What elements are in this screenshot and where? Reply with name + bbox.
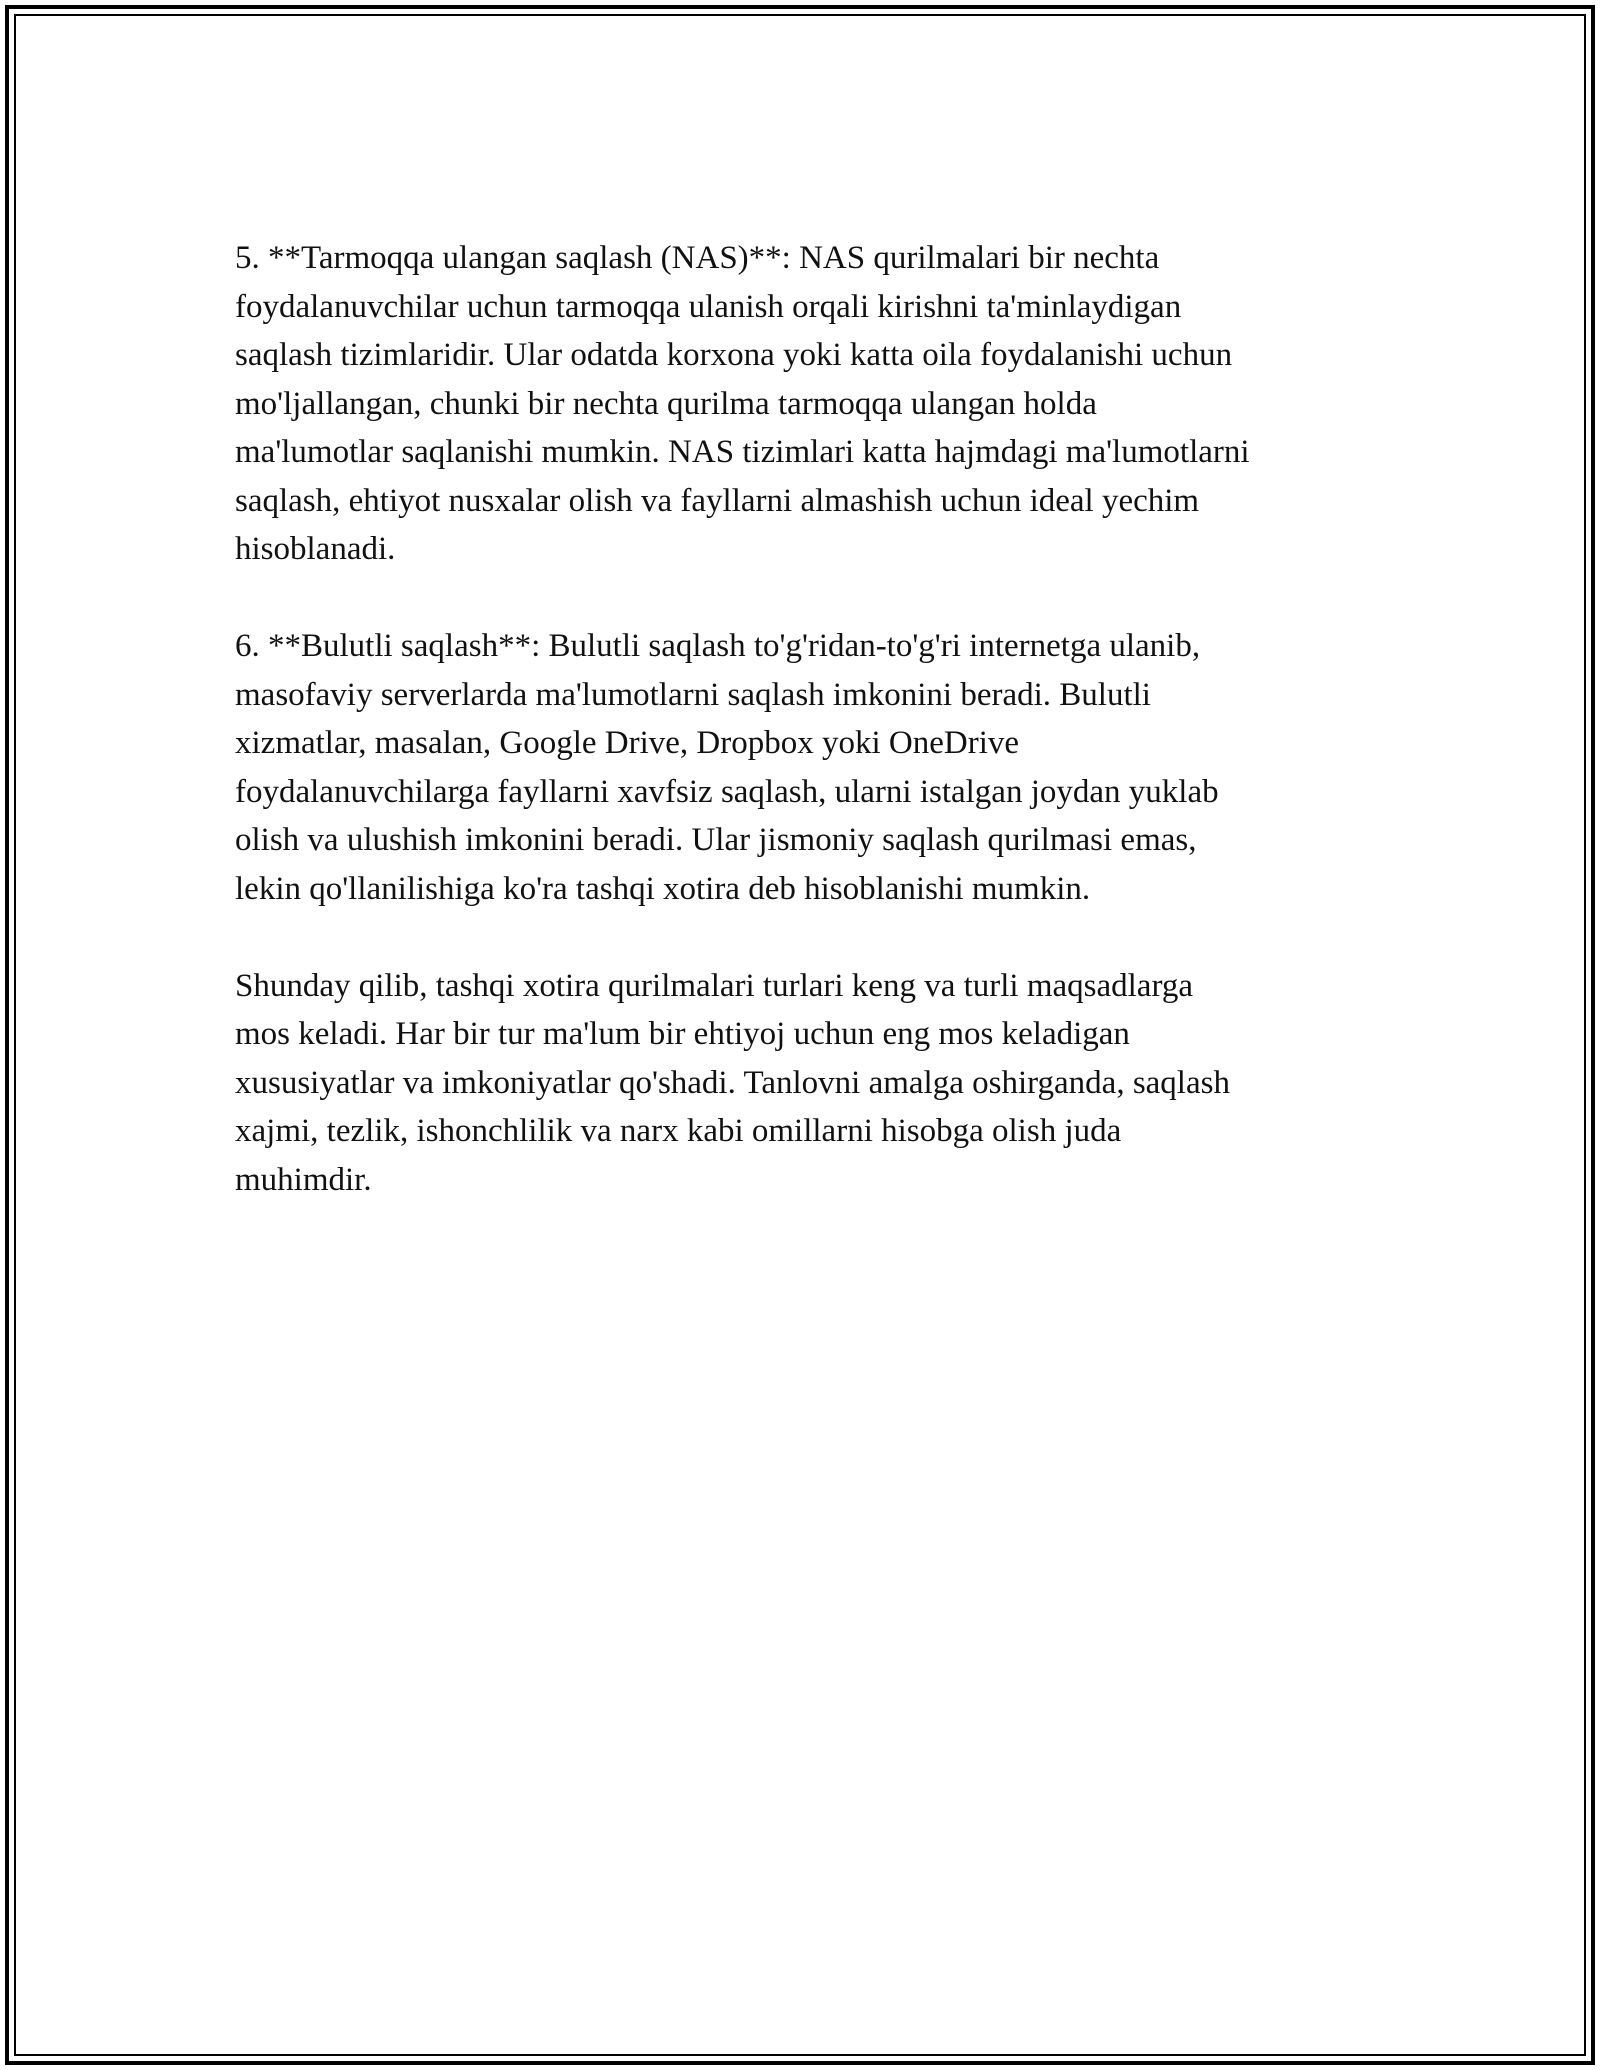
paragraph-nas: 5. **Tarmoqqa ulangan saqlash (NAS)**: NAS qurilmalari bir nechta foydalanuvchilar uchun tarmoqqa ulanish orqali kirishni ta'minlaydigan saqlash tizimlaridir. Ular odatda korxona yoki katta oila foydalanishi uchun mo'ljallangan, chunki bir nechta qurilma tarmoqqa ulangan holda ma'lumotlar saqlanishi mumkin. NAS tizimlari katta hajmdagi ma'lumotlarni saqlash, ehtiyot nusxalar olish va fayllarni almashish uchun ideal yechim hisoblanadi. — [235, 240, 1250, 567]
paragraph-cloud-storage: 6. **Bulutli saqlash**: Bulutli saqlash to'g'ridan-to'g'ri internetga ulanib, masofaviy serverlarda ma'lumotlarni saqlash imkonini beradi. Bulutli xizmatlar, masalan, Google Drive, Dropbox yoki OneDrive foydalanuvchilarga fayllarni xavfsiz saqlash, ularni istalgan joydan yuklab olish va ulushish imkonini beradi. Ular jismoniy saqlash qurilmasi emas, lekin qo'llanilishiga ko'ra tashqi xotira deb hisoblanishi mumkin. — [235, 628, 1219, 907]
document-body — [235, 234, 1395, 1253]
paragraph-conclusion: Shunday qilib, tashqi xotira qurilmalari turlari keng va turli maqsadlarga mos keladi. Har bir tur ma'lum bir ehtiyoj uchun eng mos keladigan xususiyatlar va imkoniyatlar qo'shadi. Tanlovni amalga oshirganda, saqlash xajmi, tezlik, ishonchlilik va narx kabi omillarni hisobga olish juda muhimdir. — [235, 967, 1230, 1198]
